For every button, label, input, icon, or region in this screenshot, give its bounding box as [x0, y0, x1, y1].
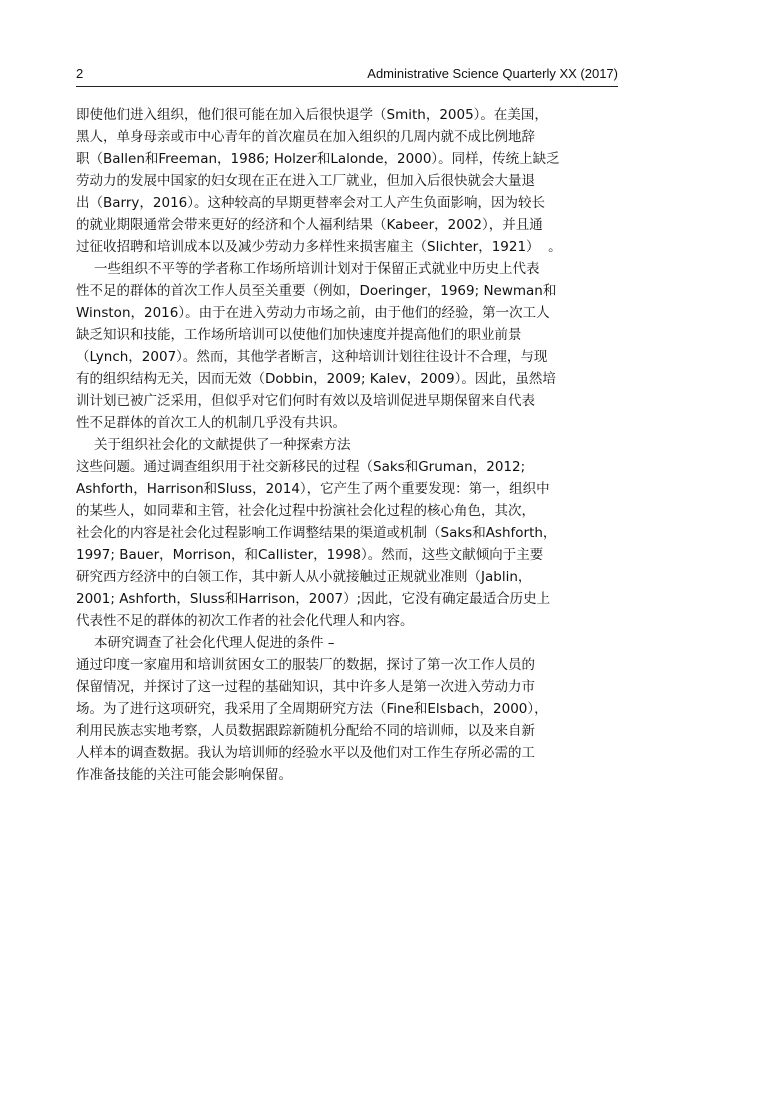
- text-line: 出（Barry，2016）。这种较高的早期更替率会对工人产生负面影响，因为较长: [76, 195, 545, 211]
- text-line: 作准备技能的关注可能会影响保留。: [76, 767, 292, 783]
- paragraph-start-line: 一些组织不平等的学者称工作场所培训计划对于保留正式就业中历史上代表: [94, 261, 540, 277]
- text-line: 研究西方经济中的白领工作，其中新人从小就接触过正规就业准则（Jablin，: [76, 569, 532, 585]
- text-line: 性不足群体的首次工人的机制几乎没有共识。: [76, 415, 346, 431]
- page-number: 2: [76, 66, 84, 81]
- text-line: 这些问题。通过调查组织用于社交新移民的过程（Saks和Gruman，2012;: [76, 459, 526, 475]
- running-header: [76, 64, 618, 87]
- text-line: 的就业期限通常会带来更好的经济和个人福利结果（Kabeer，2002），并且通: [76, 217, 543, 233]
- journal-title: Administrative Science Quarterly XX (2017): [367, 66, 618, 81]
- text-line: 社会化的内容是社会化过程影响工作调整结果的渠道或机制（Saks和Ashforth，: [76, 525, 557, 541]
- text-line: Winston，2016）。由于在进入劳动力市场之前，由于他们的经验，第一次工人: [76, 305, 550, 321]
- text-line: 代表性不足的群体的初次工作者的社会化代理人和内容。: [76, 613, 414, 629]
- text-line: 保留情况，并探讨了这一过程的基础知识，其中许多人是第一次进入劳动力市: [76, 679, 535, 695]
- text-line: 人样本的调查数据。我认为培训师的经验水平以及他们对工作生存所必需的工: [76, 745, 535, 761]
- text-line: 通过印度一家雇用和培训贫困女工的服装厂的数据，探讨了第一次工作人员的: [76, 657, 535, 673]
- body-text: [76, 104, 628, 786]
- text-line: 职（Ballen和Freeman，1986; Holzer和Lalonde，2000）。同样，传统上缺乏: [76, 151, 560, 167]
- text-line: 利用民族志实地考察，人员数据跟踪新随机分配给不同的培训师，以及来自新: [76, 723, 535, 739]
- text-line: 2001; Ashforth，Sluss和Harrison，2007）;因此，它没有确定最适合历史上: [76, 591, 551, 607]
- text-line: 劳动力的发展中国家的妇女现在正在进入工厂就业，但加入后很快就会大量退: [76, 173, 535, 189]
- text-line: 缺乏知识和技能，工作场所培训可以使他们加快速度并提高他们的职业前景: [76, 327, 522, 343]
- text-line: 有的组织结构无关，因而无效（Dobbin，2009; Kalev，2009）。因此，虽然培: [76, 371, 556, 387]
- text-line: 场。为了进行这项研究，我采用了全周期研究方法（Fine和Elsbach，2000），: [76, 701, 548, 717]
- text-line: 黑人，单身母亲或市中心青年的首次雇员在加入组织的几周内就不成比例地辞: [76, 129, 535, 145]
- text-line: （Lynch，2007）。然而，其他学者断言，这种培训计划往往设计不合理，与现: [76, 349, 548, 365]
- text-line: 过征收招聘和培训成本以及减少劳动力多样性来损害雇主（Slichter，1921） 。: [76, 239, 562, 255]
- text-line: 即使他们进入组织，他们很可能在加入后很快退学（Smith，2005）。在美国，: [76, 107, 548, 123]
- paragraph-start-line: 本研究调查了社会化代理人促进的条件 –: [94, 635, 335, 651]
- paragraph-start-line: 关于组织社会化的文献提供了一种探索方法: [94, 437, 351, 453]
- text-line: 训计划已被广泛采用，但似乎对它们何时有效以及培训促进早期保留来自代表: [76, 393, 535, 409]
- text-line: Ashforth，Harrison和Sluss，2014），它产生了两个重要发现：第一，组织中: [76, 481, 550, 497]
- text-line: 性不足的群体的首次工作人员至关重要（例如，Doeringer，1969; Newman和: [76, 283, 557, 299]
- text-line: 的某些人，如同辈和主管，社会化过程中扮演社会化过程的核心角色，其次，: [76, 503, 535, 519]
- text-line: 1997; Bauer，Morrison，和Callister，1998）。然而，这些文献倾向于主要: [76, 547, 544, 563]
